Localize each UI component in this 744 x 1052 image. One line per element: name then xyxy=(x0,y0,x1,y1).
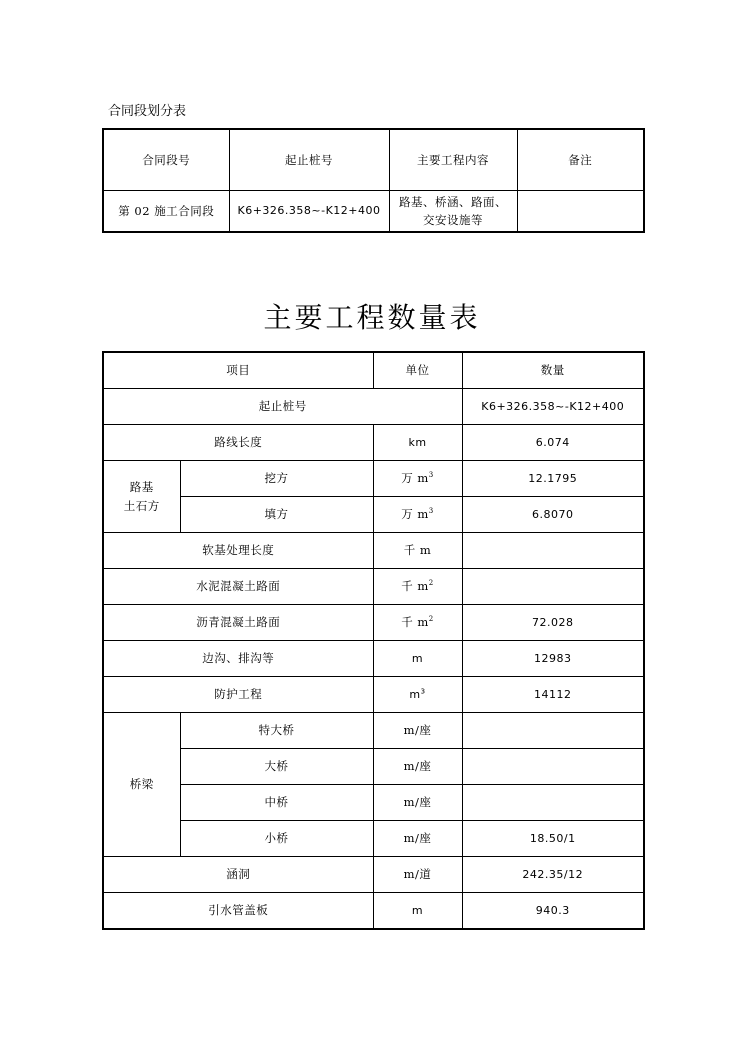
cement-road-unit: 千 $m^2$ xyxy=(373,569,462,605)
header-segment: 合同段号 xyxy=(103,129,229,191)
earthwork-group xyxy=(103,461,180,533)
table-row xyxy=(103,425,644,461)
table-row xyxy=(103,569,644,605)
fill-label: 填方 xyxy=(180,497,373,533)
medium-bridge-unit: m/座 xyxy=(373,785,462,821)
medium-bridge-label: 中桥 xyxy=(180,785,373,821)
route-length-label: 路线长度 xyxy=(103,425,373,461)
extra-large-bridge-unit: m/座 xyxy=(373,713,462,749)
header-item: 项目 xyxy=(103,352,373,389)
soft-base-label: 软基处理长度 xyxy=(103,533,373,569)
fill-unit: 万 $m^3$ xyxy=(373,497,462,533)
quantity-table xyxy=(102,351,645,930)
route-length-unit: km xyxy=(373,425,462,461)
table-row xyxy=(103,821,644,857)
table-row xyxy=(103,641,644,677)
table-row xyxy=(103,749,644,785)
medium-bridge-value xyxy=(462,785,644,821)
table-row xyxy=(103,389,644,425)
stake-value: K6+326.358~-K12+400 xyxy=(462,389,644,425)
contract-table-caption: 合同段划分表 xyxy=(108,104,187,119)
table-row xyxy=(103,605,644,641)
table-row xyxy=(103,533,644,569)
small-bridge-value: 18.50/1 xyxy=(462,821,644,857)
cell-stake-range: K6+326.358~-K12+400 xyxy=(229,191,389,233)
large-bridge-label: 大桥 xyxy=(180,749,373,785)
table-row xyxy=(103,713,644,749)
fill-value: 6.8070 xyxy=(462,497,644,533)
soft-base-value xyxy=(462,533,644,569)
asphalt-road-label: 沥青混凝土路面 xyxy=(103,605,373,641)
table-row xyxy=(103,497,644,533)
asphalt-road-unit: 千 $m^2$ xyxy=(373,605,462,641)
cell-main-content xyxy=(389,191,517,233)
cover-plate-unit: m xyxy=(373,893,462,930)
cement-road-value xyxy=(462,569,644,605)
header-remark: 备注 xyxy=(517,129,644,191)
small-bridge-label: 小桥 xyxy=(180,821,373,857)
cover-plate-value: 940.3 xyxy=(462,893,644,930)
header-main-content: 主要工程内容 xyxy=(389,129,517,191)
extra-large-bridge-value xyxy=(462,713,644,749)
header-quantity: 数量 xyxy=(462,352,644,389)
large-bridge-unit: m/座 xyxy=(373,749,462,785)
table-row xyxy=(103,677,644,713)
ditch-label: 边沟、排沟等 xyxy=(103,641,373,677)
soft-base-unit: 千 m xyxy=(373,533,462,569)
table-header-row xyxy=(103,129,644,191)
protection-unit: $m^3$ xyxy=(373,677,462,713)
contract-division-table xyxy=(102,128,645,233)
table-row xyxy=(103,785,644,821)
earthwork-group-line-2: 土石方 xyxy=(123,498,160,513)
ditch-value: 12983 xyxy=(462,641,644,677)
cell-segment: 第 02 施工合同段 xyxy=(103,191,229,233)
cover-plate-label: 引水管盖板 xyxy=(103,893,373,930)
bridges-group: 桥梁 xyxy=(103,713,180,857)
header-unit: 单位 xyxy=(373,352,462,389)
protection-value: 14112 xyxy=(462,677,644,713)
culvert-unit: m/道 xyxy=(373,857,462,893)
excavation-value: 12.1795 xyxy=(462,461,644,497)
protection-label: 防护工程 xyxy=(103,677,373,713)
large-bridge-value xyxy=(462,749,644,785)
route-length-value: 6.074 xyxy=(462,425,644,461)
culvert-label: 涵洞 xyxy=(103,857,373,893)
table-row xyxy=(103,191,644,233)
excavation-label: 挖方 xyxy=(180,461,373,497)
cement-road-label: 水泥混凝土路面 xyxy=(103,569,373,605)
cell-remark xyxy=(517,191,644,233)
content-line-1: 路基、桥涵、路面、 xyxy=(399,194,507,209)
asphalt-road-value: 72.028 xyxy=(462,605,644,641)
extra-large-bridge-label: 特大桥 xyxy=(180,713,373,749)
header-stake-range: 起止桩号 xyxy=(229,129,389,191)
table-row xyxy=(103,461,644,497)
small-bridge-unit: m/座 xyxy=(373,821,462,857)
earthwork-group-line-1: 路基 xyxy=(129,480,154,495)
stake-label: 起止桩号 xyxy=(103,389,462,425)
quantity-table-title: 主要工程数量表 xyxy=(263,301,481,334)
table-row xyxy=(103,857,644,893)
table-header-row xyxy=(103,352,644,389)
culvert-value: 242.35/12 xyxy=(462,857,644,893)
ditch-unit: m xyxy=(373,641,462,677)
table-row xyxy=(103,893,644,930)
excavation-unit: 万 $m^3$ xyxy=(373,461,462,497)
content-line-2: 交安设施等 xyxy=(423,213,483,227)
